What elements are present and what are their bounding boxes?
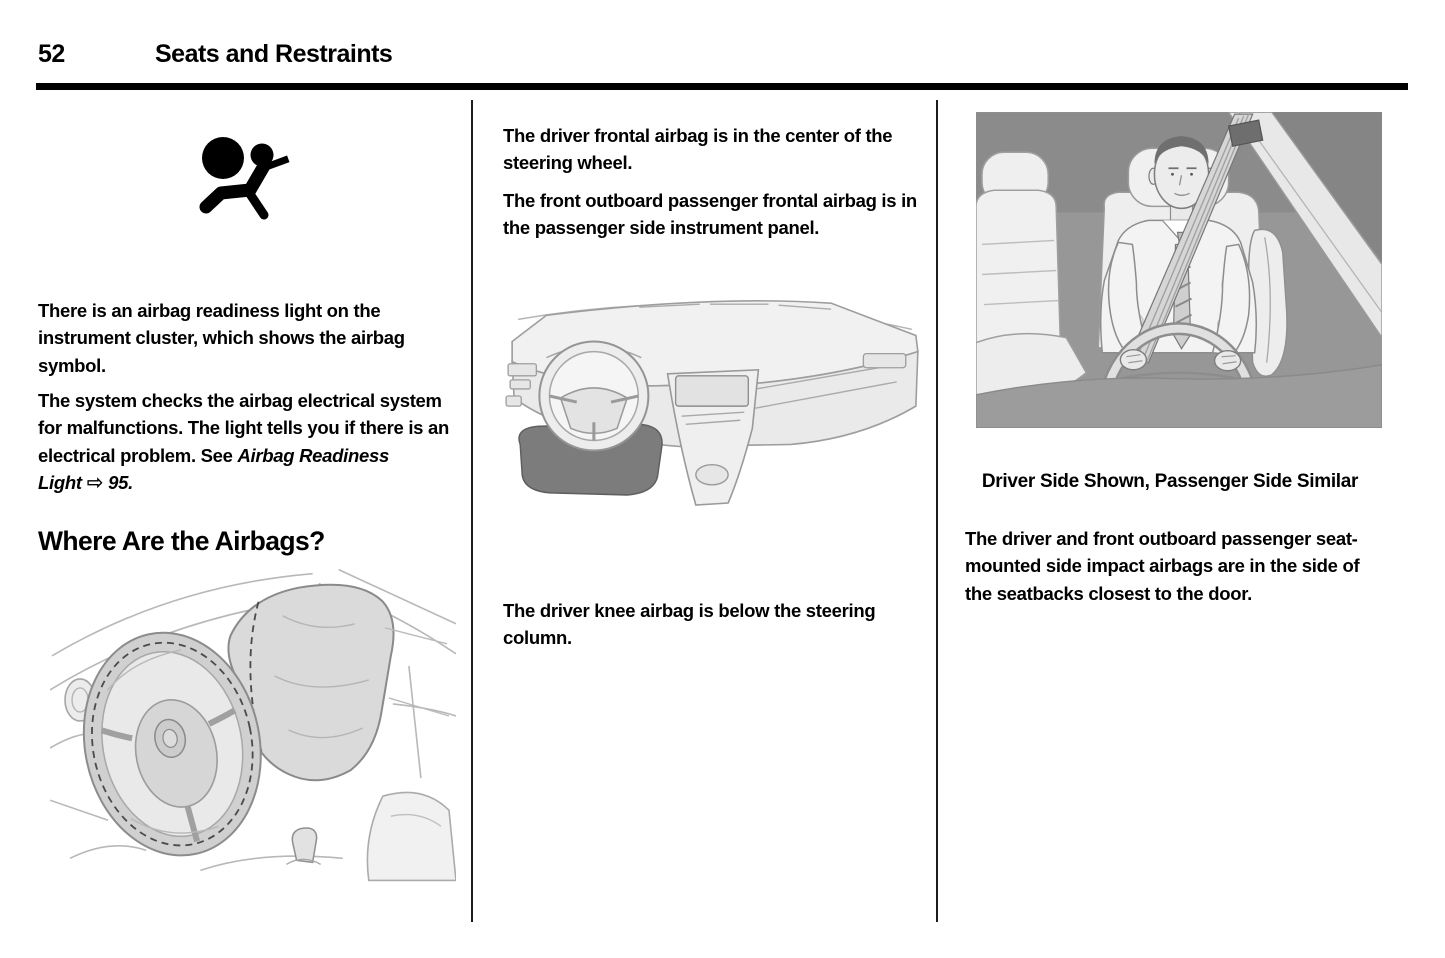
paragraph-driver-frontal: The driver frontal airbag is in the center of the steering wheel. [503, 124, 893, 173]
driver-left-hand [1120, 350, 1146, 370]
paragraph-passenger-frontal: The front outboard passenger frontal airbag is in the passenger side instrument panel. [503, 189, 917, 238]
illustration-caption: Driver Side Shown, Passenger Side Similar [981, 471, 1359, 492]
dashboard-steering-wheel [539, 342, 648, 451]
header-rule [36, 83, 1408, 90]
paragraph-readiness-light: There is an airbag readiness light on the instrument cluster, which shows the airbag symbol. [38, 299, 405, 376]
airbag-readiness-icon [196, 128, 296, 234]
system-check-text: The system checks the airbag electrical system for malfunctions. The light tells you if there is an electrical problem. See [38, 389, 449, 466]
gear-shifter [287, 828, 321, 864]
paragraph-knee-airbag: The driver knee airbag is below the steering column. [503, 599, 876, 648]
paragraph-side-impact: The driver and front outboard passenger seat-mounted side impact airbags are in the side of the seatbacks closest to the door. [965, 527, 1360, 604]
column-divider-right [936, 100, 938, 922]
section-heading-where-airbags: Where Are the Airbags? [38, 525, 325, 556]
page-number: 52 [38, 40, 65, 68]
cross-reference-arrow-icon: ⇨ [86, 472, 104, 494]
instrument-panel-illustration [498, 276, 932, 510]
cross-reference-title: Airbag Readiness Light [38, 444, 389, 493]
chapter-title: Seats and Restraints [155, 40, 393, 68]
center-stack [668, 370, 759, 505]
driver-side-airbag-illustration [976, 112, 1382, 428]
column-divider-left [471, 100, 473, 922]
paragraph-system-check [38, 387, 466, 498]
cross-reference-page: 95. [108, 472, 133, 493]
frontal-airbags-illustration [50, 556, 456, 882]
driver-right-hand [1215, 351, 1241, 371]
front-seat-partial [367, 792, 456, 880]
